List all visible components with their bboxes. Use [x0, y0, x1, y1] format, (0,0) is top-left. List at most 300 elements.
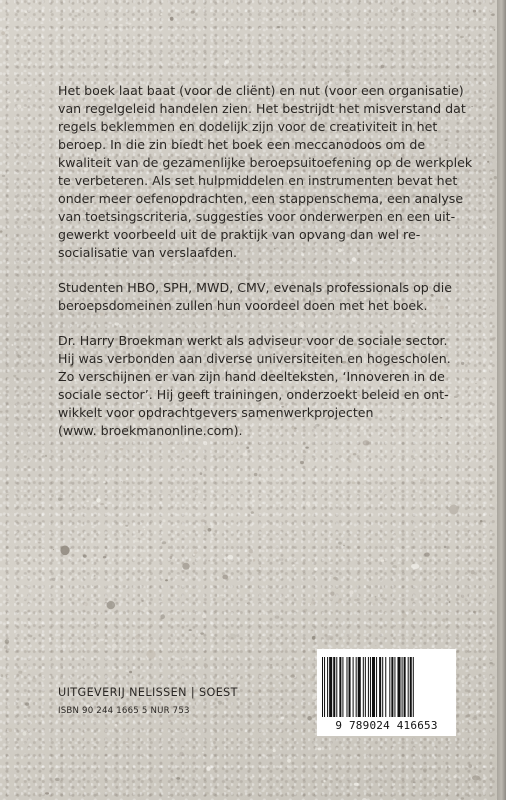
text-line: onder meer oefenopdrachten, een stappenschema, een analyse: [58, 191, 464, 206]
pebble: [189, 629, 192, 631]
pebble: [165, 579, 168, 581]
pebble: [362, 484, 364, 485]
pebble: [208, 560, 210, 562]
barcode-bar: [397, 657, 400, 717]
pebble: [411, 748, 414, 751]
pebble: [27, 35, 29, 36]
pebble: [270, 664, 272, 666]
pebble: [129, 671, 132, 674]
pebble: [2, 748, 5, 750]
pebble: [2, 175, 5, 177]
pebble: [42, 229, 45, 231]
pebble: [300, 461, 304, 464]
pebble: [160, 13, 162, 15]
pebble: [439, 35, 442, 37]
pebble: [0, 493, 2, 495]
pebble: [204, 7, 205, 9]
pebble: [488, 365, 492, 369]
pebble: [310, 604, 311, 605]
pebble: [162, 519, 165, 522]
pebble: [25, 702, 29, 705]
pebble: [453, 775, 456, 778]
pebble: [13, 375, 16, 377]
paragraph-3: [58, 332, 478, 440]
pebble: [489, 662, 492, 664]
pebble: [400, 0, 404, 2]
pebble: [311, 601, 316, 605]
pebble: [225, 59, 229, 63]
pebble: [253, 776, 255, 778]
pebble: [18, 355, 22, 358]
text-line: sociale sector’. Hij geeft trainingen, onderzoekt beleid en ont-: [58, 387, 449, 402]
pebble: [394, 487, 396, 489]
pebble: [99, 602, 102, 605]
pebble: [162, 541, 167, 544]
text-line: beroepsdomeinen zullen hun voordeel doen met het boek.: [58, 298, 428, 313]
pebble: [8, 101, 11, 103]
pebble: [325, 635, 333, 640]
pebble: [26, 291, 28, 294]
pebble: [212, 749, 214, 751]
pebble: [103, 481, 106, 483]
pebble: [144, 529, 145, 531]
pebble: [479, 257, 482, 259]
pebble: [296, 507, 299, 510]
text-line: kwaliteit van de gezamenlijke beroepsuitoefening op de werkplek: [58, 155, 473, 170]
pebble: [474, 78, 476, 80]
pebble: [251, 511, 254, 514]
pebble: [8, 92, 10, 93]
pebble: [60, 546, 69, 556]
pebble: [247, 603, 249, 604]
pebble: [343, 545, 344, 546]
barcode-bar: [376, 657, 377, 717]
pebble: [312, 696, 317, 700]
pebble: [41, 36, 43, 38]
paragraph-2: [58, 279, 478, 315]
pebble: [205, 792, 209, 795]
pebble: [387, 48, 391, 52]
pebble: [39, 673, 41, 675]
pebble: [11, 367, 14, 369]
pebble: [330, 592, 334, 596]
pebble: [312, 636, 316, 640]
pebble: [133, 548, 136, 550]
pebble: [460, 36, 464, 38]
pebble: [381, 559, 385, 561]
pebble: [20, 490, 22, 492]
pebble: [145, 773, 146, 774]
pebble: [335, 67, 336, 68]
pebble: [128, 23, 131, 26]
pebble: [381, 65, 384, 69]
pebble: [115, 724, 118, 727]
pebble: [311, 629, 313, 631]
pebble: [494, 29, 496, 31]
barcode-bar: [363, 657, 364, 717]
barcode-bar: [382, 657, 383, 717]
pebble: [160, 614, 165, 619]
text-line: Hij was verbonden aan diverse universiteiten en hogescholen.: [58, 351, 451, 366]
pebble: [202, 614, 206, 618]
pebble: [135, 635, 140, 639]
pebble: [402, 614, 407, 618]
pebble: [417, 67, 419, 69]
pebble: [257, 570, 260, 572]
text-line: beroep. In die zin biedt het boek een meccanodoos om de: [58, 137, 426, 152]
pebble: [260, 566, 261, 567]
pebble: [179, 752, 183, 756]
pebble: [192, 9, 195, 12]
pebble: [280, 543, 282, 545]
pebble: [157, 36, 161, 39]
pebble: [471, 570, 475, 574]
barcode-bar: [333, 657, 335, 717]
pebble: [191, 11, 195, 14]
pebble: [118, 532, 120, 533]
text-line: Zo verschijnen er van zijn hand deelteksten, ‘Innoveren in de: [58, 369, 445, 384]
pebble: [477, 710, 480, 712]
pebble: [254, 691, 258, 694]
text-line: van toetsingscriteria, suggesties voor onderwerpen en een uit-: [58, 209, 456, 224]
pebble: [449, 601, 451, 603]
pebble: [204, 664, 208, 668]
barcode-bar: [349, 657, 351, 717]
barcode-bar: [358, 657, 361, 717]
pebble: [338, 542, 342, 545]
pebble: [354, 783, 359, 786]
pebble: [11, 142, 13, 143]
pebble: [4, 645, 8, 649]
pebble: [290, 675, 295, 678]
pebble: [227, 555, 233, 560]
pebble: [338, 600, 342, 604]
pebble: [94, 623, 96, 625]
pebble: [424, 553, 430, 557]
pebble: [32, 678, 36, 682]
pebble: [24, 182, 26, 183]
pebble: [0, 773, 1, 774]
pebble: [114, 668, 117, 670]
pebble: [470, 488, 474, 491]
pebble: [310, 678, 315, 681]
pebble: [52, 578, 56, 581]
pebble: [28, 218, 31, 221]
pebble: [375, 596, 377, 597]
barcode-bar: [336, 657, 337, 717]
pebble: [298, 12, 302, 17]
pebble: [204, 525, 208, 530]
pebble: [194, 488, 198, 491]
barcode-bar: [346, 657, 347, 717]
pebble: [423, 470, 425, 471]
pebble: [84, 602, 88, 606]
pebble: [222, 575, 228, 580]
pebble: [292, 564, 295, 566]
pebble: [155, 549, 157, 551]
pebble: [483, 308, 486, 310]
pebble: [279, 558, 283, 561]
pebble: [170, 17, 174, 21]
text-line: (www. broekmanonline.com).: [58, 423, 243, 438]
pebble: [73, 510, 75, 511]
pebble: [5, 31, 9, 34]
pebble: [54, 73, 56, 75]
pebble: [394, 783, 396, 785]
pebble: [202, 752, 204, 753]
pebble: [428, 1, 431, 3]
pebble: [354, 599, 358, 602]
barcode-bar: [408, 657, 409, 717]
pebble: [381, 598, 385, 600]
pebble: [25, 11, 27, 13]
pebble: [94, 575, 96, 577]
pebble: [200, 502, 201, 503]
barcode-bar: [327, 657, 328, 717]
pebble: [91, 783, 93, 784]
pebble: [246, 44, 247, 45]
pebble: [49, 638, 52, 640]
publisher-name: UITGEVERIJ NELISSEN | SOEST: [58, 686, 238, 699]
pebble: [487, 161, 489, 163]
pebble: [1, 31, 5, 35]
barcode-bar: [379, 657, 381, 717]
text-line: wikkelt voor opdrachtgevers samenwerkprojecten: [58, 405, 374, 420]
pebble: [333, 577, 338, 580]
pebble: [467, 699, 471, 703]
pebble: [182, 563, 189, 570]
pebble: [461, 680, 464, 683]
pebble: [411, 564, 419, 569]
pebble: [394, 7, 399, 11]
pebble: [6, 648, 9, 650]
pebble: [36, 134, 40, 137]
pebble: [177, 62, 179, 64]
pebble: [320, 519, 323, 522]
barcode-bar: [372, 657, 375, 717]
pebble: [100, 639, 104, 641]
pebble: [447, 766, 449, 768]
pebble: [420, 479, 425, 482]
pebble: [119, 24, 123, 26]
pebble: [269, 644, 271, 646]
pebble: [318, 748, 322, 751]
pebble: [349, 590, 353, 594]
pebble: [461, 797, 464, 799]
pebble: [1, 674, 4, 677]
pebble: [58, 498, 62, 501]
pebble: [35, 144, 36, 145]
pebble: [218, 701, 222, 705]
pebble: [205, 72, 207, 74]
pebble: [29, 635, 32, 638]
pebble: [338, 767, 339, 768]
barcode-bar: [342, 657, 343, 717]
pebble: [121, 524, 123, 525]
pebble: [36, 207, 41, 212]
barcode-bar: [385, 657, 386, 717]
pebble: [227, 788, 230, 790]
pebble: [0, 393, 1, 395]
barcode-bar: [353, 657, 354, 717]
pebble: [443, 761, 444, 762]
pebble: [176, 777, 180, 780]
barcode-bar: [394, 657, 395, 717]
isbn-nur-line: ISBN 90 244 1665 5 NUR 753: [58, 706, 190, 716]
pebble: [275, 690, 277, 692]
pebble: [53, 549, 54, 550]
pebble: [275, 616, 280, 619]
pebble: [359, 0, 361, 2]
pebble: [36, 86, 37, 87]
pebble: [126, 741, 129, 743]
pebble: [489, 465, 493, 468]
pebble: [0, 736, 1, 738]
pebble: [386, 460, 388, 462]
barcode-bar: [322, 657, 323, 717]
pebble: [125, 525, 128, 527]
pebble: [466, 714, 470, 717]
pebble: [273, 749, 276, 752]
paragraph-1: [58, 82, 478, 262]
pebble: [408, 546, 410, 548]
pebble: [38, 542, 41, 544]
barcode-bar: [391, 657, 393, 717]
pebble: [37, 324, 40, 327]
pebble: [134, 539, 139, 543]
pebble: [62, 645, 66, 649]
text-line: Studenten HBO, SPH, MWD, CMV, evenals professionals op die: [58, 280, 453, 295]
pebble: [413, 781, 416, 783]
pebble: [367, 23, 369, 24]
pebble: [61, 25, 64, 27]
pebble: [168, 720, 171, 723]
pebble: [304, 609, 307, 612]
pebble: [88, 470, 92, 473]
pebble: [462, 3, 463, 4]
pebble: [96, 498, 100, 502]
pebble: [176, 27, 179, 29]
pebble: [283, 64, 285, 66]
pebble: [100, 503, 104, 505]
pebble: [222, 554, 224, 555]
pebble: [24, 214, 27, 216]
barcode-bar: [404, 657, 406, 717]
pebble: [492, 337, 496, 340]
pebble: [58, 770, 59, 771]
pebble: [287, 759, 291, 763]
text-line: gewerkt voorbeeld uit de praktijk van opvang dan wel re-: [58, 227, 421, 242]
pebble: [200, 632, 204, 634]
pebble: [392, 565, 397, 568]
text-line: regels beklemmen en dodelijk zijn voor de creativiteit in het: [58, 119, 438, 134]
barcode-bar: [370, 657, 371, 717]
pebble: [472, 717, 477, 720]
pebble: [472, 775, 480, 780]
pebble: [484, 382, 487, 385]
pebble: [254, 473, 258, 476]
pebble: [238, 795, 239, 796]
pebble: [16, 531, 17, 532]
pebble: [200, 472, 203, 475]
pebble: [306, 501, 310, 505]
pebble: [45, 455, 47, 457]
pebble: [11, 344, 13, 346]
pebble: [121, 481, 122, 482]
pebble: [74, 15, 77, 17]
pebble: [0, 411, 3, 413]
text-line: Het boek laat baat (voor de cliënt) en nut (voor een organisatie): [58, 83, 464, 98]
pebble: [239, 40, 241, 41]
pebble: [285, 648, 288, 652]
pebble: [92, 585, 94, 587]
barcode-bar: [389, 657, 390, 717]
pebble: [201, 519, 206, 522]
pebble: [307, 716, 312, 721]
pebble: [348, 460, 352, 463]
pebble: [45, 792, 49, 794]
pebble: [221, 19, 225, 22]
pebble: [470, 651, 471, 652]
pebble: [228, 634, 237, 640]
pebble: [144, 607, 148, 611]
pebble: [170, 556, 173, 559]
barcode-bar: [356, 657, 357, 717]
pebble: [171, 650, 173, 652]
pebble: [449, 505, 458, 515]
pebble: [11, 238, 14, 241]
pebble: [423, 768, 427, 772]
pebble: [352, 481, 356, 484]
pebble: [463, 528, 467, 532]
pebble: [478, 378, 480, 380]
pebble: [281, 717, 285, 720]
pebble: [65, 763, 67, 765]
pebble: [314, 568, 317, 571]
barcode-bars: [322, 657, 451, 717]
pebble: [194, 550, 198, 554]
pebble: [237, 516, 239, 518]
pebble: [277, 553, 279, 555]
pebble: [491, 14, 495, 16]
pebble: [46, 712, 49, 715]
pebble: [195, 657, 198, 659]
pebble: [323, 780, 325, 782]
pebble: [395, 547, 400, 551]
pebble: [461, 594, 464, 597]
pebble: [399, 781, 403, 784]
page-edge: [497, 0, 506, 800]
pebble: [233, 620, 234, 621]
pebble: [146, 650, 155, 659]
pebble: [112, 644, 117, 649]
pebble: [107, 601, 116, 609]
pebble: [83, 555, 87, 558]
pebble: [480, 520, 483, 522]
pebble: [442, 618, 445, 621]
pebble: [345, 69, 350, 73]
pebble: [469, 764, 473, 768]
pebble: [101, 613, 102, 615]
pebble: [0, 230, 3, 232]
barcode-bar: [324, 657, 325, 717]
blurb-text: [58, 82, 478, 457]
pebble: [253, 559, 256, 562]
pebble: [141, 600, 144, 602]
text-line: Dr. Harry Broekman werkt als adviseur voor de sociale sector.: [58, 333, 448, 348]
pebble: [270, 687, 274, 690]
pebble: [249, 549, 254, 553]
